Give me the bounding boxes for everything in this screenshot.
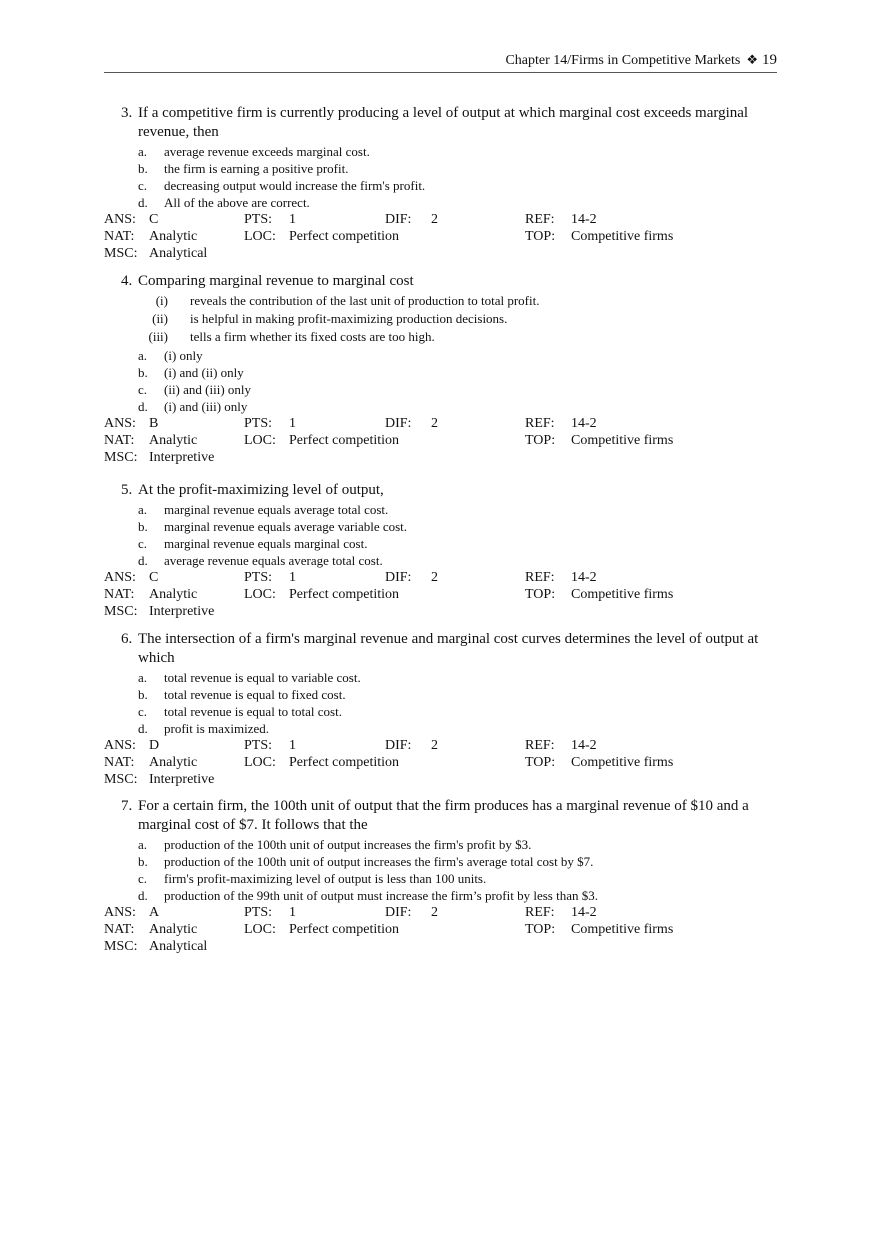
nat-meta-row: [104, 229, 784, 245]
msc-meta-row: [104, 939, 784, 955]
dif-label: DIF:: [385, 905, 412, 920]
option-letter: c.: [138, 382, 148, 397]
msc-meta-row: [104, 450, 784, 466]
option-a: [104, 501, 784, 518]
option-letter: c.: [138, 178, 148, 193]
top-value: Competitive firms: [571, 587, 674, 602]
pts-value: 1: [289, 416, 296, 431]
ans-value: A: [149, 905, 160, 920]
option-letter: a.: [138, 502, 148, 517]
question-3: [104, 104, 784, 262]
ref-label: REF:: [525, 570, 555, 585]
option-a: [104, 143, 784, 160]
option-text: (i) only: [164, 348, 203, 363]
question-stem: [104, 272, 784, 291]
question-text: The intersection of a firm's marginal revenue and marginal cost curves determines the level of output at which: [138, 631, 759, 666]
option-letter: d.: [138, 553, 148, 568]
ref-label: REF:: [525, 416, 555, 431]
ans-label: ANS:: [104, 570, 136, 585]
answer-options: [104, 836, 784, 904]
option-text: total revenue is equal to fixed cost.: [164, 687, 346, 702]
nat-value: Analytic: [149, 755, 198, 770]
loc-value: Perfect competition: [289, 922, 400, 937]
answer-meta-row: [104, 905, 784, 921]
msc-label: MSC:: [104, 939, 138, 954]
question-text: If a competitive firm is currently producing a level of output at which marginal cost exceeds marginal revenue, then: [138, 105, 749, 140]
dif-value: 2: [431, 738, 438, 753]
option-text: total revenue is equal to variable cost.: [164, 670, 361, 685]
option-b: [104, 160, 784, 177]
loc-value: Perfect competition: [289, 587, 400, 602]
option-letter: b.: [138, 365, 148, 380]
msc-meta-row: [104, 246, 784, 262]
pts-label: PTS:: [244, 738, 273, 753]
nat-value: Analytic: [149, 922, 198, 937]
statement-iii: [104, 328, 784, 346]
statement-label: (iii): [148, 329, 168, 344]
ref-value: 14-2: [571, 905, 597, 920]
option-letter: b.: [138, 687, 148, 702]
option-letter: c.: [138, 871, 148, 886]
diamond-ornament-icon: ❖: [746, 52, 758, 67]
question-number: 7.: [121, 798, 133, 814]
option-c: [104, 535, 784, 552]
page-number: 19: [762, 52, 777, 68]
nat-value: Analytic: [149, 433, 198, 448]
top-label: TOP:: [525, 755, 556, 770]
loc-value: Perfect competition: [289, 755, 400, 770]
option-letter: c.: [138, 704, 148, 719]
ans-label: ANS:: [104, 905, 136, 920]
question-number: 4.: [121, 273, 133, 289]
statement-i: [104, 292, 784, 310]
ans-value: C: [149, 212, 159, 227]
nat-meta-row: [104, 755, 784, 771]
msc-value: Interpretive: [149, 772, 215, 787]
running-header: [104, 52, 777, 73]
msc-value: Analytical: [149, 939, 208, 954]
dif-label: DIF:: [385, 570, 412, 585]
nat-label: NAT:: [104, 229, 135, 244]
nat-meta-row: [104, 587, 784, 603]
dif-label: DIF:: [385, 212, 412, 227]
question-4: [104, 272, 784, 466]
option-d: [104, 887, 784, 904]
option-b: [104, 686, 784, 703]
dif-value: 2: [431, 905, 438, 920]
msc-label: MSC:: [104, 246, 138, 261]
option-text: production of the 100th unit of output increases the firm's average total cost by $7.: [164, 854, 594, 869]
option-letter: a.: [138, 144, 148, 159]
option-text: average revenue equals average total cost.: [164, 553, 383, 568]
question-number: 6.: [121, 631, 133, 647]
ref-label: REF:: [525, 738, 555, 753]
loc-label: LOC:: [244, 922, 276, 937]
statement-ii: [104, 310, 784, 328]
dif-label: DIF:: [385, 416, 412, 431]
roman-statements: [104, 292, 784, 346]
question-stem: [104, 104, 784, 142]
option-text: marginal revenue equals marginal cost.: [164, 536, 368, 551]
loc-label: LOC:: [244, 755, 276, 770]
option-text: average revenue exceeds marginal cost.: [164, 144, 370, 159]
option-d: [104, 552, 784, 569]
msc-value: Analytical: [149, 246, 208, 261]
ref-value: 14-2: [571, 212, 597, 227]
option-text: decreasing output would increase the firm's profit.: [164, 178, 426, 193]
option-b: [104, 853, 784, 870]
statement-label: (i): [155, 293, 168, 308]
top-value: Competitive firms: [571, 922, 674, 937]
question-7: [104, 797, 784, 955]
option-text: marginal revenue equals average variable cost.: [164, 519, 408, 534]
answer-meta-row: [104, 738, 784, 754]
msc-value: Interpretive: [149, 604, 215, 619]
loc-label: LOC:: [244, 433, 276, 448]
nat-meta-row: [104, 433, 784, 449]
top-label: TOP:: [525, 587, 556, 602]
question-text: Comparing marginal revenue to marginal cost: [138, 273, 414, 289]
nat-label: NAT:: [104, 587, 135, 602]
answer-options: [104, 501, 784, 569]
loc-value: Perfect competition: [289, 229, 400, 244]
pts-label: PTS:: [244, 905, 273, 920]
answer-meta-row: [104, 570, 784, 586]
option-text: profit is maximized.: [164, 721, 270, 736]
statement-text: is helpful in making profit-maximizing production decisions.: [190, 311, 508, 326]
option-text: total revenue is equal to total cost.: [164, 704, 342, 719]
option-a: [104, 669, 784, 686]
ans-label: ANS:: [104, 738, 136, 753]
ans-value: C: [149, 570, 159, 585]
question-text: For a certain firm, the 100th unit of output that the firm produces has a marginal revenue of $10 and a marginal cost of $7. It follows that the: [138, 798, 749, 833]
top-label: TOP:: [525, 433, 556, 448]
ref-value: 14-2: [571, 570, 597, 585]
option-text: marginal revenue equals average total cost.: [164, 502, 389, 517]
msc-label: MSC:: [104, 450, 138, 465]
top-value: Competitive firms: [571, 755, 674, 770]
chapter-title: Chapter 14/Firms in Competitive Markets: [505, 53, 741, 68]
ans-label: ANS:: [104, 416, 136, 431]
top-label: TOP:: [525, 922, 556, 937]
pts-label: PTS:: [244, 570, 273, 585]
dif-value: 2: [431, 570, 438, 585]
dif-value: 2: [431, 212, 438, 227]
option-b: [104, 364, 784, 381]
option-text: (i) and (iii) only: [164, 399, 248, 414]
msc-meta-row: [104, 772, 784, 788]
question-number: 3.: [121, 105, 133, 121]
option-a: [104, 836, 784, 853]
dif-value: 2: [431, 416, 438, 431]
loc-label: LOC:: [244, 229, 276, 244]
top-label: TOP:: [525, 229, 556, 244]
header-text: [505, 52, 777, 69]
option-letter: b.: [138, 161, 148, 176]
pts-value: 1: [289, 738, 296, 753]
msc-label: MSC:: [104, 772, 138, 787]
ans-value: D: [149, 738, 160, 753]
pts-label: PTS:: [244, 416, 273, 431]
option-letter: d.: [138, 195, 148, 210]
pts-value: 1: [289, 570, 296, 585]
option-text: production of the 100th unit of output increases the firm's profit by $3.: [164, 837, 532, 852]
nat-label: NAT:: [104, 755, 135, 770]
question-number: 5.: [121, 482, 133, 498]
option-letter: b.: [138, 519, 148, 534]
ref-label: REF:: [525, 212, 555, 227]
question-stem: [104, 797, 784, 835]
nat-meta-row: [104, 922, 784, 938]
loc-label: LOC:: [244, 587, 276, 602]
top-value: Competitive firms: [571, 433, 674, 448]
question-6: [104, 630, 784, 788]
option-letter: d.: [138, 888, 148, 903]
ans-label: ANS:: [104, 212, 136, 227]
statement-text: reveals the contribution of the last unit of production to total profit.: [190, 293, 540, 308]
option-text: (i) and (ii) only: [164, 365, 244, 380]
option-letter: d.: [138, 721, 148, 736]
option-letter: b.: [138, 854, 148, 869]
nat-label: NAT:: [104, 433, 135, 448]
ref-label: REF:: [525, 905, 555, 920]
option-letter: d.: [138, 399, 148, 414]
answer-options: [104, 669, 784, 737]
top-value: Competitive firms: [571, 229, 674, 244]
nat-value: Analytic: [149, 229, 198, 244]
option-b: [104, 518, 784, 535]
pts-value: 1: [289, 212, 296, 227]
question-text: At the profit-maximizing level of output,: [138, 482, 384, 498]
answer-meta-row: [104, 212, 784, 228]
option-letter: c.: [138, 536, 148, 551]
option-letter: a.: [138, 348, 148, 363]
option-text: (ii) and (iii) only: [164, 382, 252, 397]
answer-options: [104, 143, 784, 211]
loc-value: Perfect competition: [289, 433, 400, 448]
option-text: All of the above are correct.: [164, 195, 310, 210]
question-stem: [104, 481, 784, 500]
statement-text: tells a firm whether its fixed costs are too high.: [190, 329, 435, 344]
option-c: [104, 703, 784, 720]
answer-meta-row: [104, 416, 784, 432]
option-c: [104, 870, 784, 887]
option-d: [104, 720, 784, 737]
question-stem: [104, 630, 784, 668]
msc-label: MSC:: [104, 604, 138, 619]
option-d: [104, 398, 784, 415]
statement-label: (ii): [152, 311, 168, 326]
pts-value: 1: [289, 905, 296, 920]
nat-value: Analytic: [149, 587, 198, 602]
option-c: [104, 177, 784, 194]
question-5: [104, 481, 784, 620]
option-a: [104, 347, 784, 364]
option-letter: a.: [138, 670, 148, 685]
ref-value: 14-2: [571, 416, 597, 431]
ans-value: B: [149, 416, 159, 431]
dif-label: DIF:: [385, 738, 412, 753]
option-c: [104, 381, 784, 398]
ref-value: 14-2: [571, 738, 597, 753]
option-letter: a.: [138, 837, 148, 852]
option-text: production of the 99th unit of output must increase the firm’s profit by less than $3.: [164, 888, 598, 903]
msc-meta-row: [104, 604, 784, 620]
option-text: the firm is earning a positive profit.: [164, 161, 349, 176]
option-text: firm's profit-maximizing level of output is less than 100 units.: [164, 871, 487, 886]
msc-value: Interpretive: [149, 450, 215, 465]
nat-label: NAT:: [104, 922, 135, 937]
answer-options: [104, 347, 784, 415]
pts-label: PTS:: [244, 212, 273, 227]
option-d: [104, 194, 784, 211]
